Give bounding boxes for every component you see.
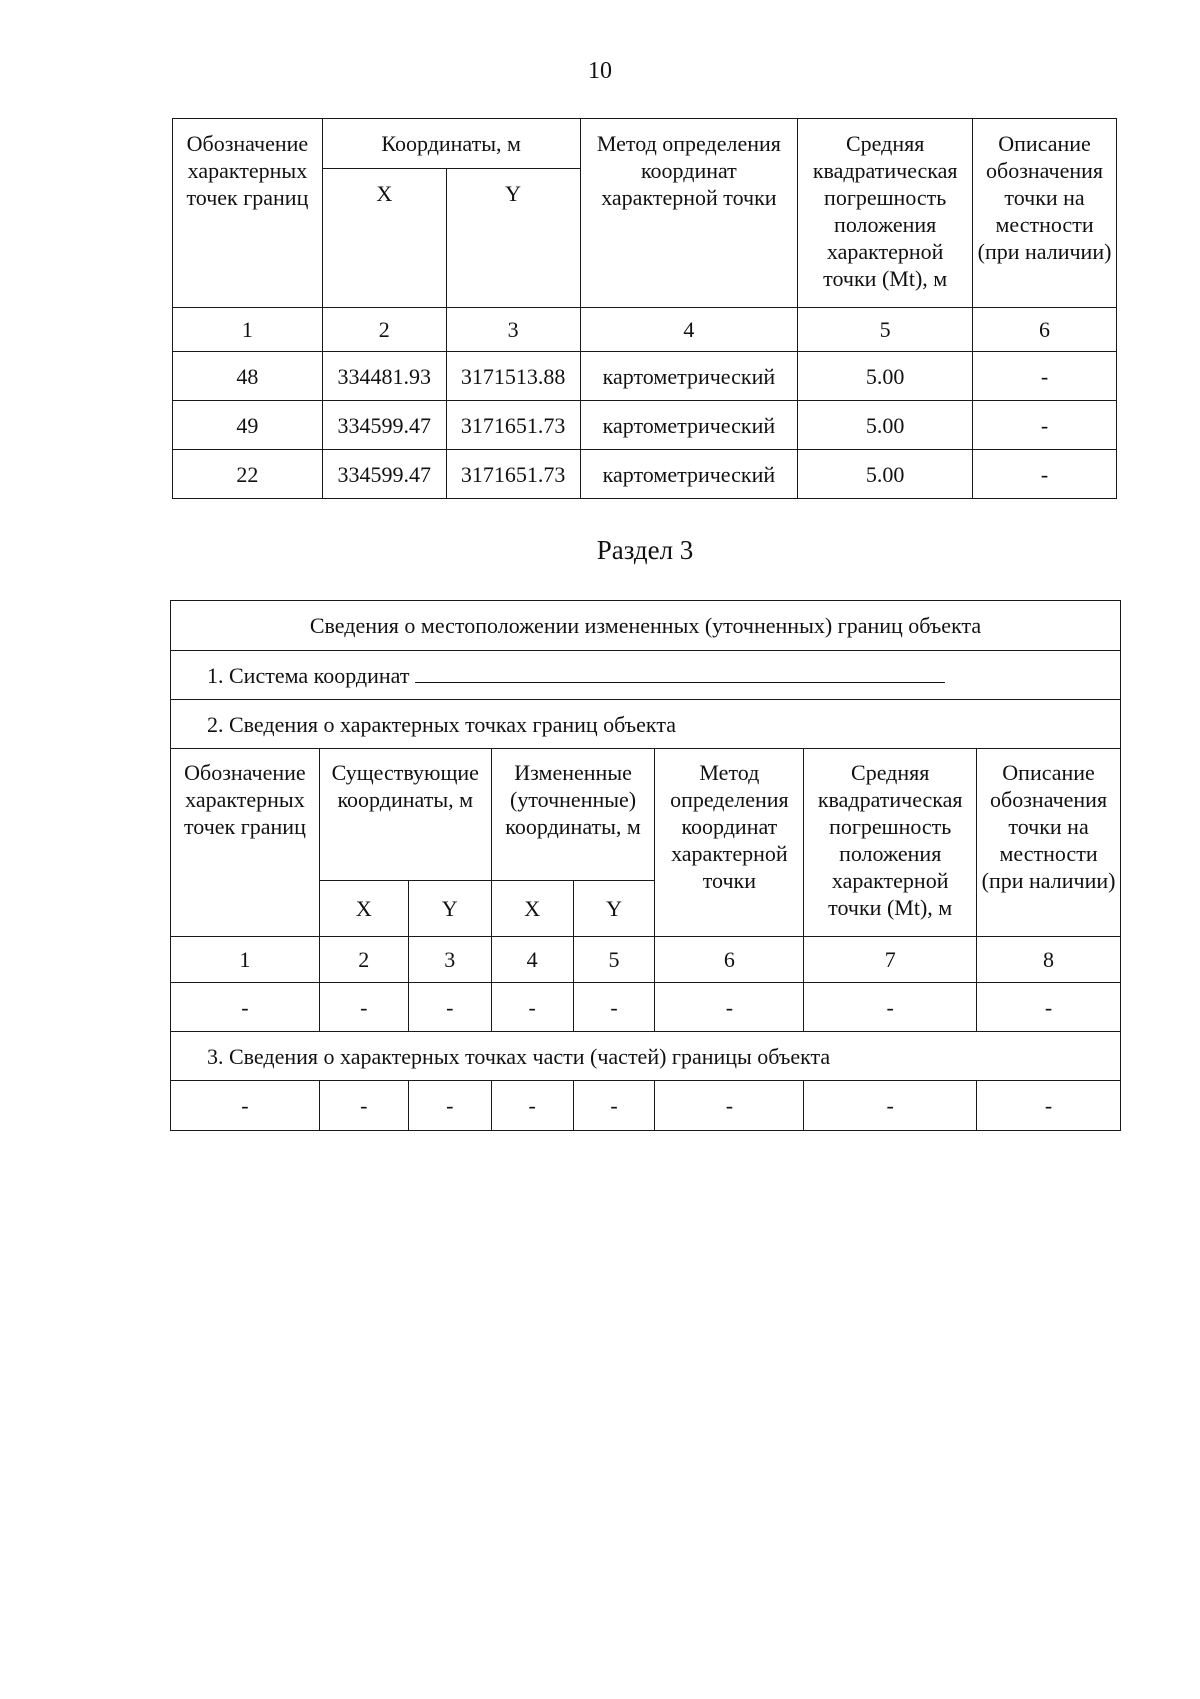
coord-y: 3171651.73 <box>446 450 580 499</box>
header-changed-x: X <box>491 881 573 937</box>
header-point: Обозначение характерных точек границ <box>171 749 320 937</box>
error-value: 5.00 <box>798 401 973 450</box>
column-number-row <box>171 937 1121 983</box>
column-number: 4 <box>491 937 573 983</box>
column-number: 6 <box>655 937 804 983</box>
table-cell: - <box>977 1081 1121 1131</box>
column-number: 4 <box>580 308 798 352</box>
error-value: 5.00 <box>798 450 973 499</box>
column-number: 7 <box>804 937 977 983</box>
section-title: Раздел 3 <box>596 535 694 565</box>
header-method: Метод определения координат характерной точки <box>655 749 804 937</box>
table-title: Сведения о местоположении измененных (уточненных) границ объекта <box>171 601 1121 651</box>
changed-boundaries-table <box>170 600 1121 1131</box>
table-cell: - <box>408 983 491 1032</box>
column-number: 1 <box>171 937 320 983</box>
header-error: Средняя квадратическая погрешность положения характерной точки (Mt), м <box>804 749 977 937</box>
table-cell: - <box>573 983 655 1032</box>
table-cell: - <box>319 1081 408 1131</box>
points-section-label: 2. Сведения о характерных точках границ объекта <box>171 700 1121 749</box>
method-value: картометрический <box>580 352 798 401</box>
header-existing-x: X <box>319 881 408 937</box>
coord-y: 3171513.88 <box>446 352 580 401</box>
table-cell: - <box>977 983 1121 1032</box>
table-cell: - <box>804 983 977 1032</box>
header-description: Описание обозначения точки на местности (при наличии) <box>973 119 1117 308</box>
point-id: 49 <box>173 401 323 450</box>
table-cell: - <box>655 983 804 1032</box>
column-number-row <box>173 308 1117 352</box>
column-number: 3 <box>446 308 580 352</box>
point-id: 22 <box>173 450 323 499</box>
description-value: - <box>973 450 1117 499</box>
table-cell: - <box>171 1081 320 1131</box>
header-changed-y: Y <box>573 881 655 937</box>
coord-x: 334599.47 <box>322 401 446 450</box>
header-y: Y <box>446 169 580 308</box>
column-number: 2 <box>322 308 446 352</box>
table-cell: - <box>655 1081 804 1131</box>
method-value: картометрический <box>580 450 798 499</box>
description-value: - <box>973 401 1117 450</box>
column-number: 8 <box>977 937 1121 983</box>
column-number: 6 <box>973 308 1117 352</box>
method-value: картометрический <box>580 401 798 450</box>
table-cell: - <box>804 1081 977 1131</box>
header-existing-coordinates: Существующие координаты, м <box>319 749 491 881</box>
error-value: 5.00 <box>798 352 973 401</box>
table-cell: - <box>491 1081 573 1131</box>
table-row <box>171 983 1121 1032</box>
header-method: Метод определения координат характерной точки <box>580 119 798 308</box>
column-number: 5 <box>798 308 973 352</box>
table-cell: - <box>491 983 573 1032</box>
table-row <box>173 450 1117 499</box>
description-value: - <box>973 352 1117 401</box>
column-number: 2 <box>319 937 408 983</box>
coord-y: 3171651.73 <box>446 401 580 450</box>
header-point: Обозначение характерных точек границ <box>173 119 323 308</box>
header-coordinates: Координаты, м <box>322 119 580 169</box>
table-cell: - <box>573 1081 655 1131</box>
table-row <box>171 1081 1121 1131</box>
header-description: Описание обозначения точки на местности (при наличии) <box>977 749 1121 937</box>
point-id: 48 <box>173 352 323 401</box>
table-row <box>173 352 1117 401</box>
coord-x: 334481.93 <box>322 352 446 401</box>
column-number: 1 <box>173 308 323 352</box>
column-number: 3 <box>408 937 491 983</box>
header-x: X <box>322 169 446 308</box>
boundary-points-table <box>172 118 1117 499</box>
coordinate-system-row <box>171 651 1121 700</box>
table-cell: - <box>408 1081 491 1131</box>
table-row <box>173 401 1117 450</box>
header-changed-coordinates: Измененные (уточненные) координаты, м <box>491 749 655 881</box>
coordinate-system-label: 1. Система координат <box>207 662 410 688</box>
header-existing-y: Y <box>408 881 491 937</box>
parts-section-label: 3. Сведения о характерных точках части (частей) границы объекта <box>171 1032 1121 1081</box>
page-number: 10 <box>588 58 612 84</box>
blank-line <box>415 662 945 683</box>
header-error: Средняя квадратическая погрешность положения характерной точки (Mt), м <box>798 119 973 308</box>
column-number: 5 <box>573 937 655 983</box>
table-cell: - <box>319 983 408 1032</box>
table-cell: - <box>171 983 320 1032</box>
coord-x: 334599.47 <box>322 450 446 499</box>
